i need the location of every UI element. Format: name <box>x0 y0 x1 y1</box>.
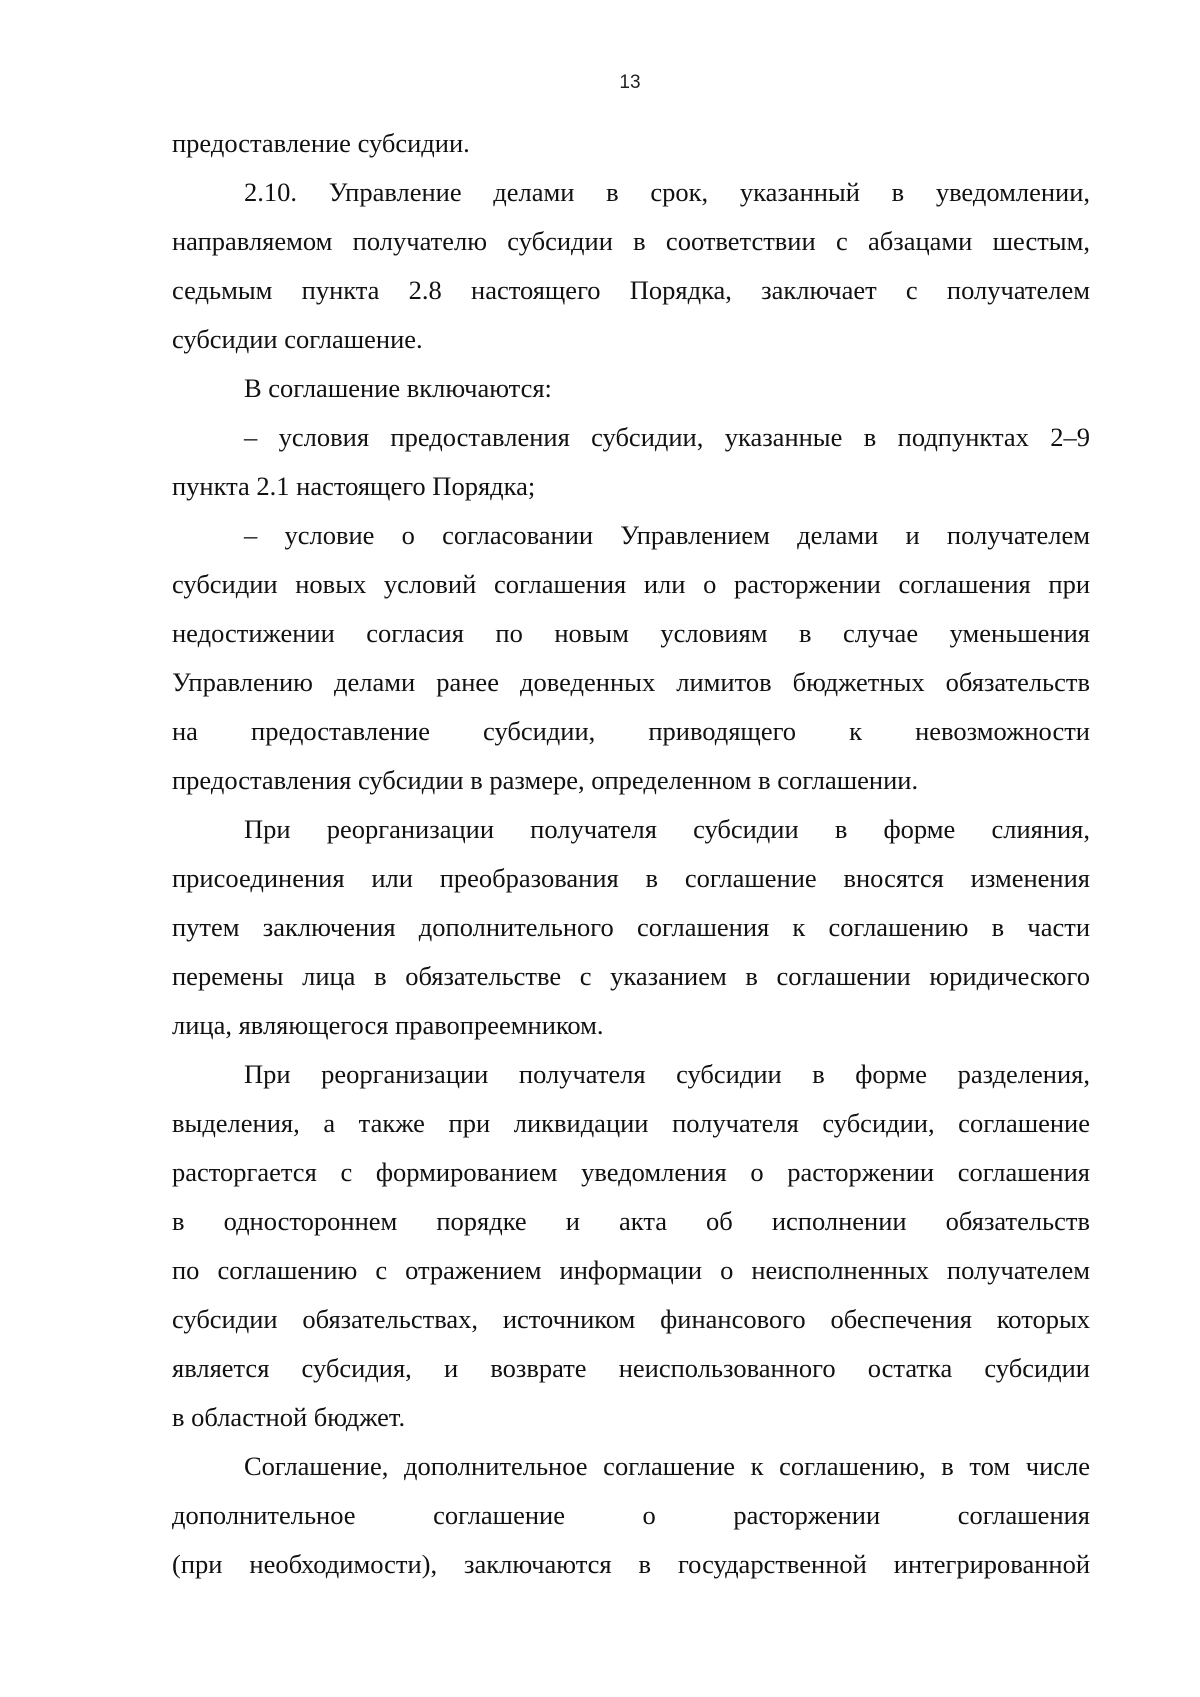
page-number: 13 <box>619 72 641 93</box>
text-line: (при необходимости), заключаются в государственной интегрированной <box>172 1549 1090 1579</box>
text-line: При реорганизации получателя субсидии в форме слияния, <box>244 814 1090 844</box>
text-line: присоединения или преобразования в соглашение вносятся изменения <box>172 863 1090 893</box>
text-line: субсидии соглашение. <box>172 324 423 354</box>
text-line: путем заключения дополнительного соглашения к соглашению в части <box>172 912 1090 942</box>
text-line: в областной бюджет. <box>172 1402 406 1432</box>
text-line: предоставление субсидии. <box>172 128 470 158</box>
text-line: предоставления субсидии в размере, определенном в соглашении. <box>172 765 919 795</box>
text-line: Соглашение, дополнительное соглашение к соглашению, в том числе <box>244 1451 1090 1481</box>
text-line: на предоставление субсидии, приводящего к невозможности <box>172 716 1090 746</box>
document-body <box>172 119 1090 1589</box>
text-line: 2.10. Управление делами в срок, указанный в уведомлении, <box>244 177 1090 207</box>
text-line: выделения, а также при ликвидации получателя субсидии, соглашение <box>172 1108 1090 1138</box>
text-line: пункта 2.1 настоящего Порядка; <box>172 471 536 501</box>
text-line: в одностороннем порядке и акта об исполнении обязательств <box>172 1206 1090 1236</box>
text-line: В соглашение включаются: <box>244 373 552 403</box>
text-line: Управлению делами ранее доведенных лимитов бюджетных обязательств <box>172 667 1090 697</box>
text-line: дополнительное соглашение о расторжении соглашения <box>172 1500 1090 1530</box>
text-line: недостижении согласия по новым условиям в случае уменьшения <box>172 618 1090 648</box>
text-line: субсидии обязательствах, источником финансового обеспечения которых <box>172 1304 1090 1334</box>
text-line: по соглашению с отражением информации о неисполненных получателем <box>172 1255 1090 1285</box>
text-line: – условия предоставления субсидии, указанные в подпунктах 2–9 <box>244 422 1090 452</box>
text-line: седьмым пункта 2.8 настоящего Порядка, заключает с получателем <box>172 275 1090 305</box>
text-line: лица, являющегося правопреемником. <box>172 1010 604 1040</box>
text-line: При реорганизации получателя субсидии в форме разделения, <box>244 1059 1090 1089</box>
text-line: является субсидия, и возврате неиспользованного остатка субсидии <box>172 1353 1090 1383</box>
text-line: направляемом получателю субсидии в соответствии с абзацами шестым, <box>172 226 1090 256</box>
text-line: перемены лица в обязательстве с указанием в соглашении юридического <box>172 961 1090 991</box>
text-line: субсидии новых условий соглашения или о расторжении соглашения при <box>172 569 1090 599</box>
text-line: расторгается с формированием уведомления о расторжении соглашения <box>172 1157 1090 1187</box>
text-line: – условие о согласовании Управлением делами и получателем <box>244 520 1090 550</box>
